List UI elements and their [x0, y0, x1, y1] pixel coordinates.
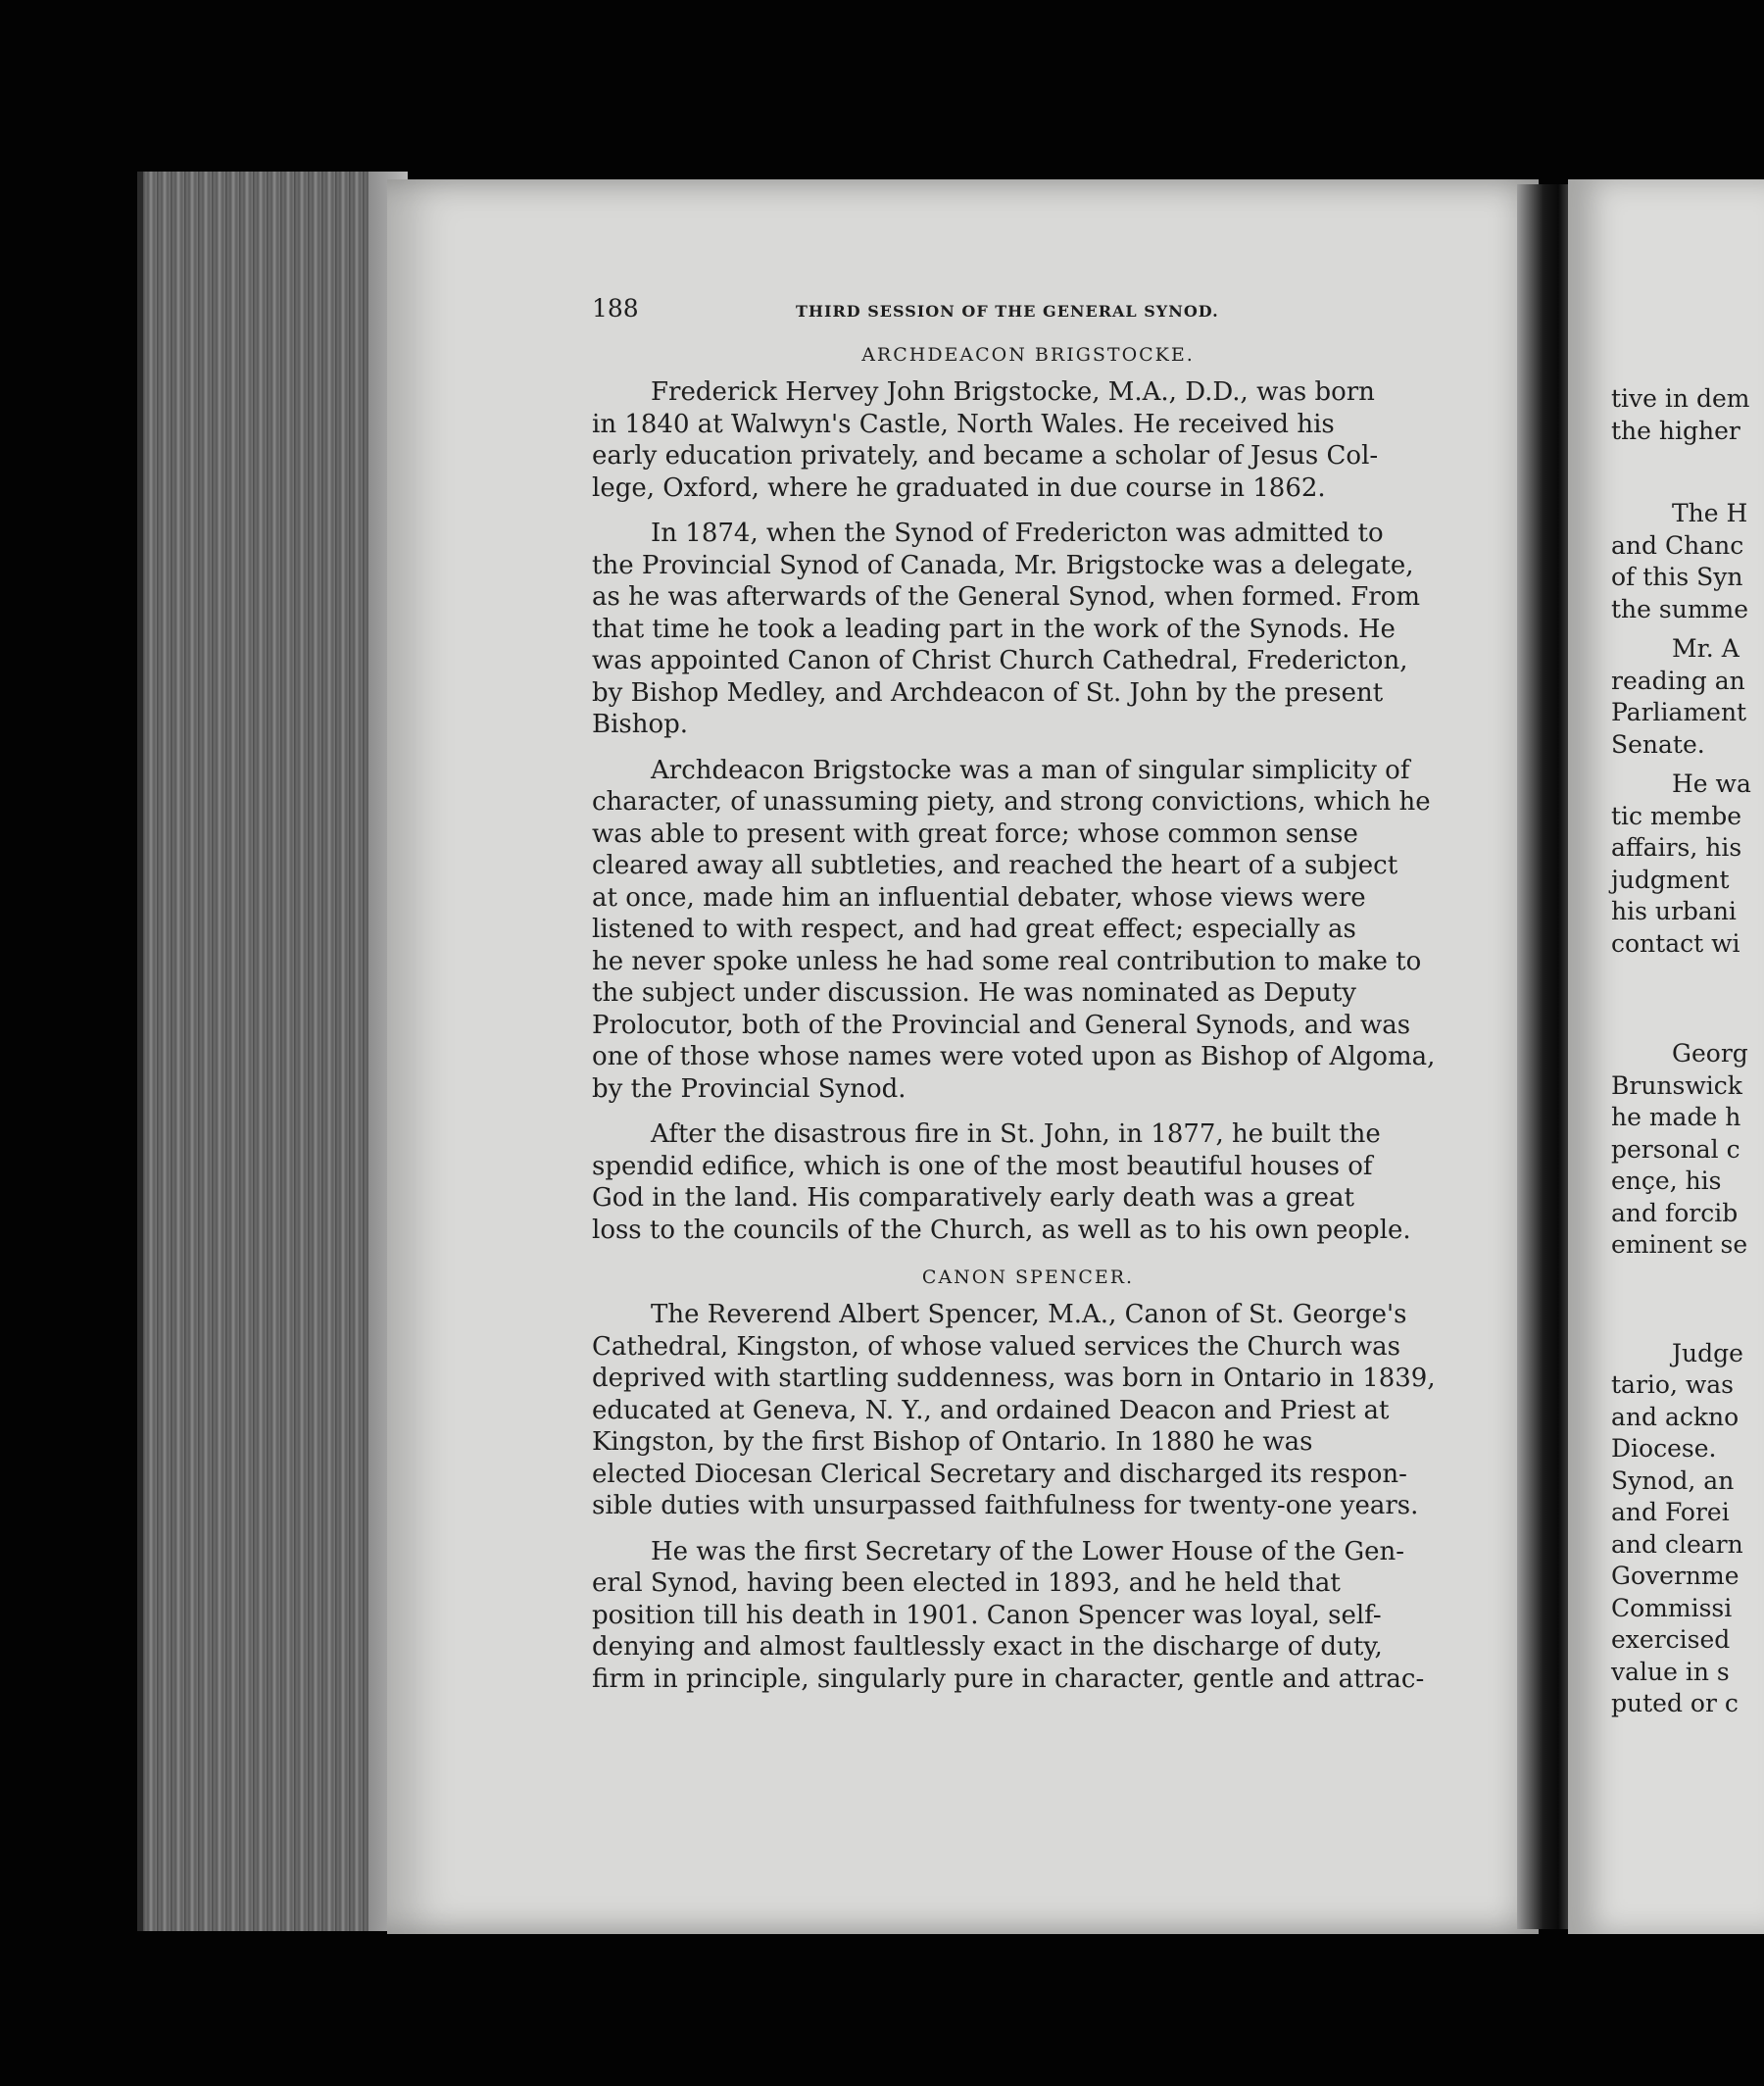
- text-line: deprived with startling suddenness, was born in Ontario in 1839,: [592, 1364, 1436, 1393]
- right-text-line: he made h: [1611, 1103, 1741, 1131]
- text-line: by the Provincial Synod.: [592, 1073, 906, 1104]
- right-text-line: value in s: [1611, 1657, 1730, 1686]
- text-line: character, of unassuming piety, and strong convictions, which he: [592, 787, 1431, 817]
- right-text-line: Judge: [1672, 1338, 1743, 1367]
- text-line: cleared away all subtleties, and reached the heart of a subject: [592, 851, 1398, 880]
- section-brigstocke-body: [592, 376, 1464, 1246]
- right-text-line: Georg: [1672, 1039, 1748, 1068]
- header-title: THIRD SESSION OF THE GENERAL SYNOD.: [796, 302, 1219, 321]
- text-line: Frederick Hervey John Brigstocke, M.A., D.D., was born: [651, 377, 1375, 407]
- paragraph: [592, 376, 1464, 504]
- text-line: he never spoke unless he had some real contribution to make to: [592, 946, 1422, 976]
- right-text-line: Synod, an: [1611, 1465, 1735, 1495]
- section-heading-spencer: CANON SPENCER.: [921, 1266, 1135, 1288]
- right-text-line: Governme: [1611, 1562, 1740, 1590]
- right-text-line: and Chanc: [1611, 530, 1744, 560]
- right-text-line: tic membe: [1611, 801, 1741, 830]
- right-text-line: He wa: [1672, 770, 1751, 798]
- text-line: firm in principle, singularly pure in character, gentle and attrac-: [592, 1664, 1425, 1694]
- text-line: spendid edifice, which is one of the most beautiful houses of: [592, 1151, 1373, 1181]
- text-line: by Bishop Medley, and Archdeacon of St. John by the present: [592, 677, 1384, 708]
- right-page-text: [1611, 383, 1751, 1720]
- right-text-line: and forcib: [1611, 1198, 1739, 1227]
- text-line: educated at Geneva, N. Y., and ordained Deacon and Priest at: [592, 1395, 1390, 1425]
- right-text-line: affairs, his: [1611, 833, 1742, 862]
- section-heading-brigstocke: ARCHDEACON BRIGSTOCKE.: [861, 344, 1195, 366]
- right-text-line: Mr. A: [1672, 634, 1740, 663]
- right-text-line: and ackno: [1611, 1402, 1740, 1431]
- text-line: early education privately, and became a scholar of Jesus Col-: [592, 441, 1379, 471]
- page-edges: [137, 172, 408, 1931]
- running-head: [592, 294, 1464, 329]
- text-line: Cathedral, Kingston, of whose valued services the Church was: [592, 1331, 1401, 1362]
- right-text-line: the higher: [1611, 416, 1740, 445]
- text-line: at once, made him an influential debater, whose views were: [592, 882, 1366, 913]
- right-text-line: and Forei: [1611, 1498, 1730, 1526]
- right-text-line: and clearn: [1611, 1529, 1743, 1559]
- text-line: in 1840 at Walwyn's Castle, North Wales. He received his: [592, 409, 1335, 439]
- text-line: In 1874, when the Synod of Fredericton was admitted to: [651, 519, 1384, 548]
- right-text-line: Brunswick: [1611, 1070, 1742, 1100]
- text-line: After the disastrous fire in St. John, in 1877, he built the: [651, 1119, 1381, 1149]
- text-line: was appointed Canon of Christ Church Cathedral, Fredericton,: [592, 646, 1408, 675]
- text-line: The Reverend Albert Spencer, M.A., Canon of St. George's: [651, 1300, 1407, 1329]
- text-line: lege, Oxford, where he graduated in due course in 1862.: [592, 472, 1326, 503]
- right-text-line: his urbani: [1611, 897, 1737, 925]
- text-line: listened to with respect, and had great effect; especially as: [592, 915, 1356, 944]
- text-line: Bishop.: [592, 710, 689, 739]
- right-text-line: Senate.: [1611, 729, 1705, 759]
- book-gutter: [1517, 184, 1576, 1929]
- right-text-line: Parliament: [1611, 698, 1747, 726]
- right-text-line: exercised: [1611, 1625, 1731, 1654]
- paragraph: [592, 518, 1464, 741]
- left-page-text: [592, 294, 1464, 1709]
- text-line: was able to present with great force; whose common sense: [592, 819, 1358, 849]
- text-line: Kingston, by the first Bishop of Ontario. In 1880 he was: [592, 1427, 1313, 1457]
- right-text-line: puted or c: [1611, 1689, 1739, 1717]
- text-line: God in the land. His comparatively early death was a great: [592, 1183, 1354, 1213]
- text-line: Prolocutor, both of the Provincial and General Synods, and was: [592, 1010, 1411, 1040]
- right-text-line: tario, was: [1611, 1370, 1734, 1399]
- right-text-line: reading an: [1611, 666, 1745, 695]
- text-line: He was the first Secretary of the Lower House of the Gen-: [651, 1536, 1405, 1566]
- text-line: denying and almost faultlessly exact in the discharge of duty,: [592, 1632, 1383, 1662]
- text-line: loss to the councils of the Church, as well as to his own people.: [592, 1215, 1411, 1245]
- paragraph: [592, 1536, 1464, 1696]
- right-text-line: personal c: [1611, 1134, 1740, 1164]
- paragraph: [592, 1118, 1464, 1246]
- right-text-line: Diocese.: [1611, 1434, 1717, 1463]
- right-text-line: tive in dem: [1611, 384, 1750, 413]
- text-line: eral Synod, having been elected in 1893, and he held that: [592, 1568, 1341, 1598]
- right-page: [1568, 179, 1764, 1934]
- text-line: position till his death in 1901. Canon Spencer was loyal, self-: [592, 1600, 1382, 1630]
- text-line: one of those whose names were voted upon as Bishop of Algoma,: [592, 1042, 1436, 1071]
- text-line: that time he took a leading part in the work of the Synods. He: [592, 614, 1396, 644]
- right-text-line: The H: [1672, 499, 1748, 527]
- text-line: sible duties with unsurpassed faithfulness for twenty-one years.: [592, 1491, 1419, 1520]
- right-text-line: of this Syn: [1611, 563, 1743, 591]
- section-spencer-body: [592, 1299, 1464, 1695]
- page-number: 188: [592, 294, 639, 323]
- text-line: elected Diocesan Clerical Secretary and discharged its respon-: [592, 1459, 1407, 1489]
- text-line: the Provincial Synod of Canada, Mr. Brigstocke was a delegate,: [592, 550, 1414, 580]
- right-text-line: contact wi: [1611, 928, 1740, 958]
- text-line: the subject under discussion. He was nominated as Deputy: [592, 978, 1356, 1008]
- paragraph: [592, 755, 1464, 1106]
- paragraph: [592, 1299, 1464, 1522]
- right-text-line: judgment: [1611, 865, 1730, 894]
- right-text-line: the summe: [1611, 594, 1749, 623]
- right-text-line: Commissi: [1611, 1593, 1733, 1622]
- text-line: Archdeacon Brigstocke was a man of singular simplicity of: [651, 755, 1410, 785]
- right-text-line: eminent se: [1611, 1230, 1748, 1259]
- text-line: as he was afterwards of the General Synod, when formed. From: [592, 582, 1421, 612]
- right-text-line: ençe, his: [1611, 1167, 1722, 1195]
